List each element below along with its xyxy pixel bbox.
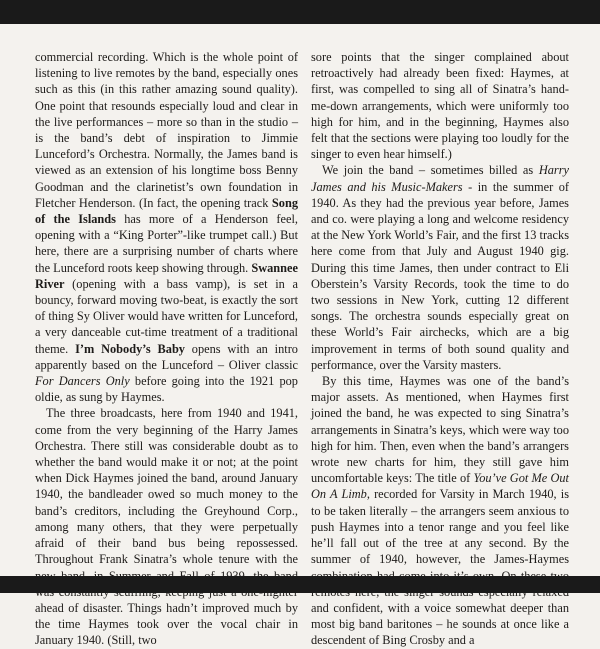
- bottom-dark-band: [0, 576, 600, 593]
- band-billing-name: Harry James and his Music-Makers: [311, 163, 569, 194]
- song-title-for-dancers-only: For Dancers Only: [35, 374, 130, 389]
- right-paragraph-1: sore points that the singer complained about retroactively had already been fixed: Haymes, at first, was compelled to sing all of Sinatra’s hand-me-down arrangements, which were uniformly too high for him, and in the beginning, Haymes also felt that the sections were playing too loudly for the singer to even hear himself.): [311, 50, 569, 162]
- text-run: - in the summer of 1940. As they had the previous year before, James and co. were playing a long and welcome residency at the New York World’s Fair, and the first 13 tracks here come from that July and August 1940 gig. During this time James, then under contract to Eli Oberstein’s Varsity Records, took the time to do two sessions in New York, cutting 12 different songs. The orchestra sounds especially great on these World’s Fair airchecks, which are a big improvement in terms of both sound quality and performance, over the Varsity masters.: [311, 179, 569, 372]
- text-run: By this time, Haymes was one of the band’s major assets. As mentioned, when Haymes first joined the band, he was expected to sing Sinatra’s arrangements in Sinatra’s keys, which were way too high for him. Then, even when the band’s arrangers wrote new charts for him, they still gave him uncomfortable keys: The title of: [311, 374, 569, 486]
- track-title-song-of-the-islands: Song of the Islands: [35, 195, 298, 227]
- right-paragraph-3: [311, 373, 569, 648]
- right-column: [311, 49, 569, 649]
- text-run: opens with an intro apparently based on the Lunceford – Oliver classic: [35, 341, 298, 372]
- text-run: (opening with a bass vamp), is set in a bouncy, forward moving two-beat, is exactly the sort of thing Sy Oliver would have written for Lunceford, a very danceable cut-time treatment of a traditional theme.: [35, 276, 298, 356]
- track-title-im-nobodys-baby: I’m Nobody’s Baby: [75, 341, 185, 356]
- song-title-out-on-a-limb: You’ve Got Me Out On A Limb: [311, 471, 569, 502]
- text-run: has more of a Henderson feel, opening with a “King Porter”-like trumpet call.) But here, there are a surprising number of charts where the Lunceford roots keep showing through.: [35, 212, 298, 275]
- left-column: [35, 49, 298, 649]
- booklet-page: [0, 24, 600, 648]
- text-run: We join the band – sometimes billed as: [322, 163, 539, 178]
- track-title-swannee-river: Swannee River: [35, 260, 298, 291]
- text-run: , recorded for Varsity in March 1940, is to be taken literally – the arrangers seem anxious to push Haymes into a tenor range and you feel like he’ll fall out of the tree at any second. By the summer of 1940, however, the James-Haymes and confident, with a voice somewhat deeper than most big band baritones – he sounds at once like a descendent of Bing Crosby and a: [311, 487, 570, 648]
- left-paragraph-2: The three broadcasts, here from 1940 and 1941, come from the very beginning of the Harry James Orchestra. There still was considerable doubt as to whether the band would make it or not; at the point when Dick Haymes joined the band, around January 1940, the bandleader owed so much money to the band’s creditors, including the Greyhound Corp., among many others, that they were perpetually afraid of their band bus being repossessed. Throughout Frank Sinatra’s whole tenure with the ahead of disaster. Things hadn’t improved much by the time Haymes took over the vocal chair in January 1940. (Still, two: [35, 406, 298, 648]
- right-paragraph-2: [311, 162, 569, 373]
- left-paragraph-1: [35, 49, 298, 405]
- text-run: before going into the 1921 pop oldie, as sung by Haymes.: [35, 374, 298, 405]
- text-run: commercial recording. Which is the whole point of listening to live remotes by the band, especially ones such as this (in this rather amazing sound quality). One point that resounds especially loud and clear in the live performances – more so than in the studio – is the band’s debt of inspiration to Jimmie Lunceford’s Orchestra. Normally, the James band is viewed as an extension of his longtime boss Benny Goodman and the clarinetist’s own foundation in Fletcher Henderson. (In fact, the opening track: [35, 50, 298, 210]
- top-dark-band: [0, 0, 600, 24]
